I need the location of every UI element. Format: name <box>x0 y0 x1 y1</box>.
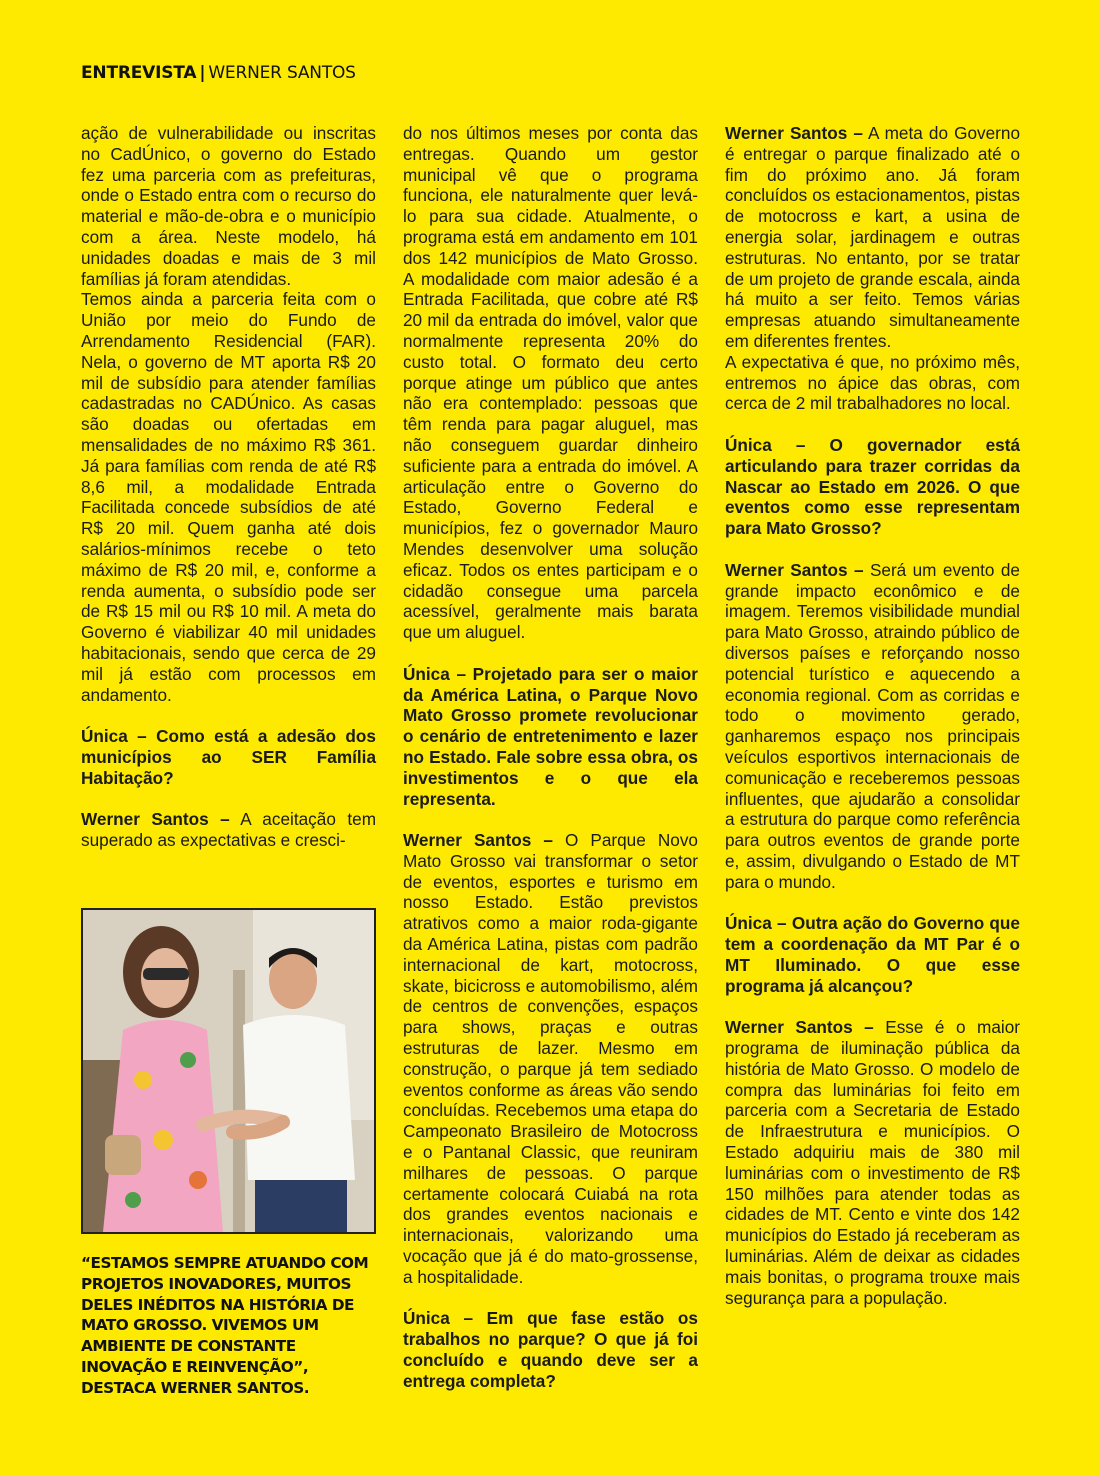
interview-question: Única – Outra ação do Governo que tem a coordenação da MT Par é o MT Iluminado. O que esse programa já alcançou? <box>725 913 1020 996</box>
section-label: ENTREVISTA <box>81 63 197 83</box>
answer-text: O Parque Novo Mato Grosso vai transformar o setor de eventos, esportes e turismo em nosso Estado. Estão previstos atrativos como a maior roda-gigante da América Latina, pistas com padrão internacional de kart, motocross, skate, bicicross e automobilismo, além de centros de convenções, espaços para shows, praças e outras estruturas de lazer. Mesmo em construção, o parque já tem sediado eventos conforme as áreas vão sendo concluídas. Recebemos uma etapa do Campeonato Brasileiro de Motocross e o Pantanal Classic, que reuniram milhares de pessoas. O parque certamente colocará Cuiabá na rota dos grandes eventos nacionais e internacionais, valorizando uma vocação que já é do mato-grossense, a hospitalidade. <box>403 830 698 1287</box>
answer-text: Será um evento de grande impacto econômico e de imagem. Teremos visibilidade mundial para Mato Grosso, atraindo público de diversos países e reforçando nosso potencial turístico e aquecendo a economia regional. Com as corridas e todo o movimento gerado, ganharemos espaço nos principais veículos esportivos internacionais de comunicação e receberemos pessoas influentes, que ajudarão a consolidar a estrutura do parque como referência para outros eventos de grande porte e, assim, divulgando o Estado de MT para o mundo. <box>725 559 1020 892</box>
speaker-label: Werner Santos – <box>403 830 553 851</box>
interview-answer <box>725 1017 1020 1308</box>
paragraph: Temos ainda a parceria feita com o União por meio do Fundo de Arrendamento Residencial (FAR). Nela, o governo de MT aporta R$ 20 mil de subsídio para atender famílias cadastradas no CADÚnico. As casas são doadas ou ofertadas em mensalidades de no máximo R$ 361. Já para famílias com renda de até R$ 8,6 mil, a modalidade Entrada Facilitada concede subsídios de até R$ 20 mil. Quem ganha até dois salários-mínimos recebe o teto máximo de R$ 20 mil, e, conforme a renda aumenta, o subsídio pode ser de R$ 15 mil ou R$ 10 mil. A meta do Governo é viabilizar 40 mil unidades habitacionais, sendo que cerca de 29 mil já estão com processos em andamento. <box>81 289 376 705</box>
paragraph: A expectativa é que, no próximo mês, entremos no ápice das obras, com cerca de 2 mil trabalhadores no local. <box>725 351 1020 414</box>
interviewee-name: WERNER SANTOS <box>208 63 356 83</box>
interview-question: Única – Em que fase estão os trabalhos no parque? O que já foi concluído e quando deve ser a entrega completa? <box>403 1308 698 1391</box>
answer-text: Esse é o maior programa de iluminação pública da história de Mato Grosso. O modelo de compra das luminárias foi feito em parceria com a Secretaria de Estado de Infraestrutura e municípios. O Estado adquiriu mais de 380 mil luminárias com o investimento de R$ 150 milhões para atender todas as cidades de MT. Cento e vinte dos 142 municípios do Estado já receberam as luminárias. Além de deixar as cidades mais bonitas, o programa trouxe mais segurança para a população. <box>725 1017 1020 1308</box>
speaker-label: Werner Santos – <box>81 809 230 830</box>
interview-answer <box>403 830 698 1288</box>
interview-question: Única – Projetado para ser o maior da América Latina, o Parque Novo Mato Grosso promete revolucionar o cenário de entretenimento e lazer no Estado. Fale sobre essa obra, os investimentos e o que ela representa. <box>403 663 698 809</box>
interview-photo <box>81 908 376 1234</box>
speaker-label: Werner Santos – <box>725 1017 874 1038</box>
speaker-label: Werner Santos – <box>725 123 863 143</box>
paragraph: do nos últimos meses por conta das entregas. Quando um gestor municipal vê que o programa funciona, ele naturalmente quer levá-lo para sua cidade. Atualmente, o programa está em andamento em 101 dos 142 municípios de Mato Grosso. A modalidade com maior adesão é a Entrada Facilitada, que cobre até R$ 20 mil da entrada do imóvel, valor que normalmente representa 20% do custo total. O formato deu certo porque atinge um público que antes não era contemplado: pessoas que têm renda para pagar aluguel, mas não conseguem guardar dinheiro suficiente para a entrada do imóvel. A articulação entre o Governo do Estado, Governo Federal e municípios, fez o governador Mauro Mendes desenvolver uma solução eficaz. Todos os entes participam e o cidadão consegue uma parcela acessível, geralmente mais barata que um aluguel. <box>403 123 698 643</box>
article-column-3 <box>725 123 1020 1308</box>
pull-quote: “ESTAMOS SEMPRE ATUANDO COM PROJETOS INOVADORES, MUITOS DELES INÉDITOS NA HISTÓRIA DE MATO GROSSO. VIVEMOS UM AMBIENTE DE CONSTANTE INOVAÇÃO E REINVENÇÃO”, DESTACA WERNER SANTOS. <box>81 1254 369 1397</box>
speaker-label: Werner Santos – <box>725 559 864 580</box>
article-column-1 <box>81 123 376 851</box>
interview-question: Única – Como está a adesão dos municípios ao SER Família Habitação? <box>81 726 376 788</box>
interview-answer <box>81 809 376 851</box>
photo-illustration <box>83 910 374 1232</box>
header-separator: | <box>199 63 206 83</box>
interview-answer <box>725 560 1020 893</box>
answer-text: A aceitação tem superado as expectativas e cresci- <box>81 809 377 851</box>
answer-text: A meta do Governo é entregar o parque finalizado até o fim do próximo ano. Já foram concluídos os estacionamentos, pistas de motocross e kart, a usina de energia solar, jardinagem e outras estruturas. No entanto, por se tratar de um projeto de grande escala, ainda há muito a ser feito. Temos várias empresas atuando simultaneamente em diferentes frentes. <box>725 123 1020 351</box>
interview-question: Única – O governador está articulando para trazer corridas da Nascar ao Estado em 2026. O que eventos como esse representam para Mato Grosso? <box>725 434 1020 539</box>
article-column-2 <box>403 123 698 1392</box>
interview-answer <box>725 123 1020 352</box>
paragraph: ação de vulnerabilidade ou inscritas no CadÚnico, o governo do Estado fez uma parceria com as prefeituras, onde o Estado entra com o recurso do material e mão-de-obra e o município com a área. Neste modelo, há unidades doadas e mais de 3 mil famílias já foram atendidas. <box>81 123 376 289</box>
page-header <box>81 63 356 83</box>
